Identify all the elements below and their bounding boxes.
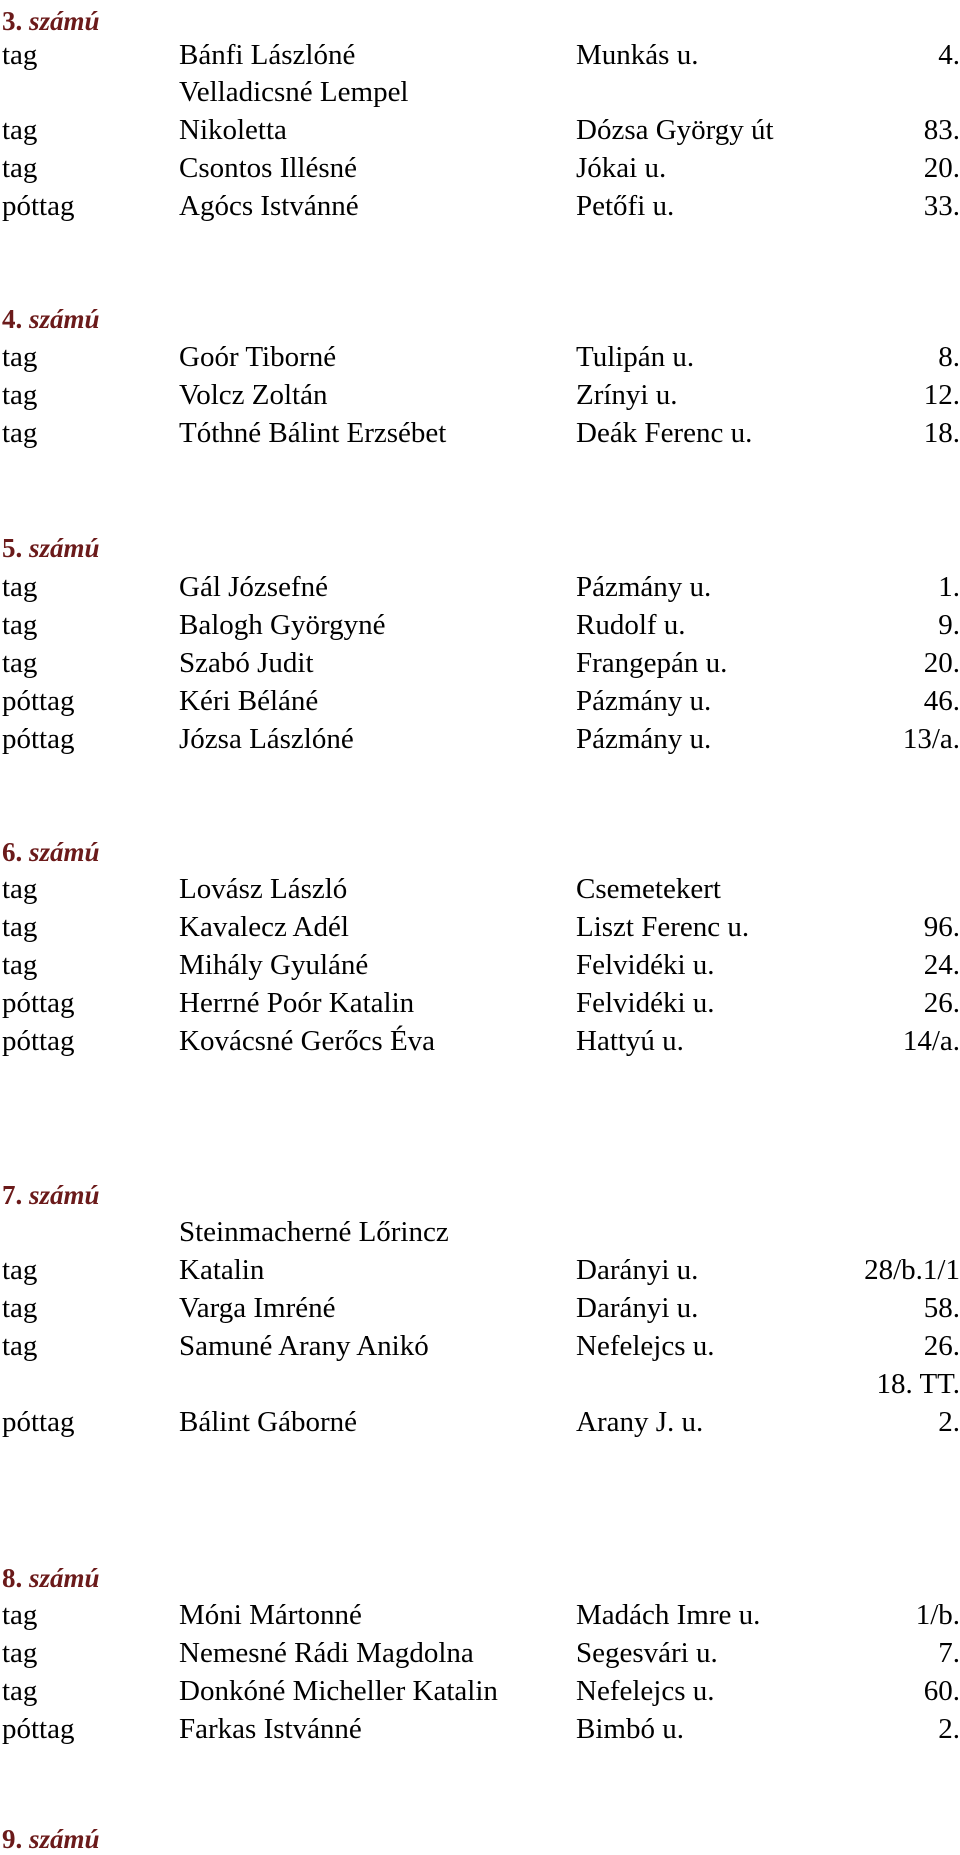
street-cell: Segesvári u. [576, 1637, 718, 1669]
number-cell: 13/a. [902, 723, 960, 755]
section-number: 6. [2, 837, 23, 867]
name-cell: Móni Mártonné [179, 1599, 362, 1631]
section-word: számú [29, 1563, 100, 1593]
role-cell: póttag [2, 1406, 75, 1438]
number-cell: 18. [923, 417, 960, 449]
number-cell: 2. [938, 1713, 960, 1745]
name-cell: Tóthné Bálint Erzsébet [179, 417, 447, 449]
street-cell: Arany J. u. [576, 1406, 704, 1438]
role-cell: tag [2, 1637, 38, 1669]
street-cell: Darányi u. [576, 1292, 699, 1324]
street-cell: Frangepán u. [576, 647, 728, 679]
number-cell: 58. [923, 1292, 960, 1324]
name-cell: Kavalecz Adél [179, 911, 349, 943]
name-cell: Nikoletta [179, 114, 287, 146]
role-cell: tag [2, 39, 38, 71]
number-cell: 26. [923, 987, 960, 1019]
name-cell: Kéri Béláné [179, 685, 319, 717]
number-cell: 26. [923, 1330, 960, 1362]
street-cell: Liszt Ferenc u. [576, 911, 750, 943]
name-cell: Goór Tiborné [179, 341, 337, 373]
number-cell: 4. [938, 39, 960, 71]
role-cell: tag [2, 873, 38, 905]
number-cell: 33. [923, 190, 960, 222]
name-cell: Józsa Lászlóné [179, 723, 354, 755]
role-cell: tag [2, 152, 38, 184]
street-cell: Felvidéki u. [576, 949, 715, 981]
name-cell: Agócs Istvánné [179, 190, 359, 222]
section-word: számú [29, 304, 100, 334]
street-cell: Dózsa György út [576, 114, 774, 146]
number-cell: 18. TT. [876, 1368, 960, 1400]
number-cell: 20. [923, 647, 960, 679]
name-cell: Bánfi Lászlóné [179, 39, 356, 71]
section-number: 5. [2, 533, 23, 563]
number-cell: 1/b. [915, 1599, 960, 1631]
street-cell: Nefelejcs u. [576, 1330, 715, 1362]
number-cell: 1. [938, 571, 960, 603]
role-cell: tag [2, 571, 38, 603]
role-cell: tag [2, 1330, 38, 1362]
street-cell: Tulipán u. [576, 341, 695, 373]
section-number: 8. [2, 1563, 23, 1593]
name-cell: Samuné Arany Anikó [179, 1330, 429, 1362]
role-cell: tag [2, 949, 38, 981]
street-cell: Pázmány u. [576, 723, 712, 755]
section-heading [2, 304, 100, 334]
street-cell: Zrínyi u. [576, 379, 678, 411]
number-cell: 60. [923, 1675, 960, 1707]
section-heading [2, 1563, 100, 1593]
number-cell: 14/a. [902, 1025, 960, 1057]
street-cell: Darányi u. [576, 1254, 699, 1286]
number-cell: 9. [938, 609, 960, 641]
street-cell: Hattyú u. [576, 1025, 684, 1057]
role-cell: tag [2, 609, 38, 641]
role-cell: póttag [2, 685, 75, 717]
name-cell: Velladicsné Lempel [179, 76, 409, 108]
role-cell: tag [2, 647, 38, 679]
section-heading [2, 1824, 100, 1854]
name-cell: Farkas Istvánné [179, 1713, 362, 1745]
name-cell: Kovácsné Gerőcs Éva [179, 1025, 436, 1057]
number-cell: 24. [923, 949, 960, 981]
name-cell: Csontos Illésné [179, 152, 358, 184]
number-cell: 96. [923, 911, 960, 943]
role-cell: tag [2, 911, 38, 943]
street-cell: Madách Imre u. [576, 1599, 761, 1631]
section-word: számú [29, 1824, 100, 1854]
section-heading [2, 1180, 100, 1210]
role-cell: póttag [2, 1713, 75, 1745]
name-cell: Nemesné Rádi Magdolna [179, 1637, 474, 1669]
street-cell: Felvidéki u. [576, 987, 715, 1019]
section-word: számú [29, 533, 100, 563]
section-word: számú [29, 1180, 100, 1210]
number-cell: 28/b.1/1 [864, 1254, 960, 1286]
name-cell: Steinmacherné Lőrincz [179, 1216, 449, 1248]
section-heading [2, 6, 100, 36]
section-heading [2, 533, 100, 563]
number-cell: 7. [938, 1637, 960, 1669]
section-number: 4. [2, 304, 23, 334]
street-cell: Deák Ferenc u. [576, 417, 753, 449]
section-word: számú [29, 6, 100, 36]
section-word: számú [29, 837, 100, 867]
name-cell: Katalin [179, 1254, 265, 1286]
role-cell: tag [2, 341, 38, 373]
role-cell: póttag [2, 723, 75, 755]
number-cell: 2. [938, 1406, 960, 1438]
role-cell: tag [2, 1254, 38, 1286]
number-cell: 8. [938, 341, 960, 373]
street-cell: Munkás u. [576, 39, 699, 71]
name-cell: Herrné Poór Katalin [179, 987, 415, 1019]
section-number: 9. [2, 1824, 23, 1854]
street-cell: Rudolf u. [576, 609, 686, 641]
number-cell: 46. [923, 685, 960, 717]
role-cell: tag [2, 114, 38, 146]
role-cell: póttag [2, 1025, 75, 1057]
number-cell: 20. [923, 152, 960, 184]
street-cell: Pázmány u. [576, 571, 712, 603]
number-cell: 12. [923, 379, 960, 411]
name-cell: Donkóné Micheller Katalin [179, 1675, 498, 1707]
role-cell: póttag [2, 987, 75, 1019]
street-cell: Pázmány u. [576, 685, 712, 717]
street-cell: Bimbó u. [576, 1713, 684, 1745]
role-cell: tag [2, 1675, 38, 1707]
role-cell: tag [2, 1292, 38, 1324]
name-cell: Volcz Zoltán [179, 379, 328, 411]
name-cell: Lovász László [179, 873, 348, 905]
section-number: 3. [2, 6, 23, 36]
street-cell: Petőfi u. [576, 190, 675, 222]
name-cell: Szabó Judit [179, 647, 314, 679]
section-heading [2, 837, 100, 867]
name-cell: Balogh Györgyné [179, 609, 386, 641]
street-cell: Csemetekert [576, 873, 721, 905]
name-cell: Bálint Gáborné [179, 1406, 357, 1438]
street-cell: Nefelejcs u. [576, 1675, 715, 1707]
name-cell: Mihály Gyuláné [179, 949, 369, 981]
section-number: 7. [2, 1180, 23, 1210]
number-cell: 83. [923, 114, 960, 146]
street-cell: Jókai u. [576, 152, 667, 184]
role-cell: tag [2, 379, 38, 411]
name-cell: Varga Imréné [179, 1292, 336, 1324]
role-cell: tag [2, 1599, 38, 1631]
role-cell: tag [2, 417, 38, 449]
name-cell: Gál Józsefné [179, 571, 328, 603]
role-cell: póttag [2, 190, 75, 222]
